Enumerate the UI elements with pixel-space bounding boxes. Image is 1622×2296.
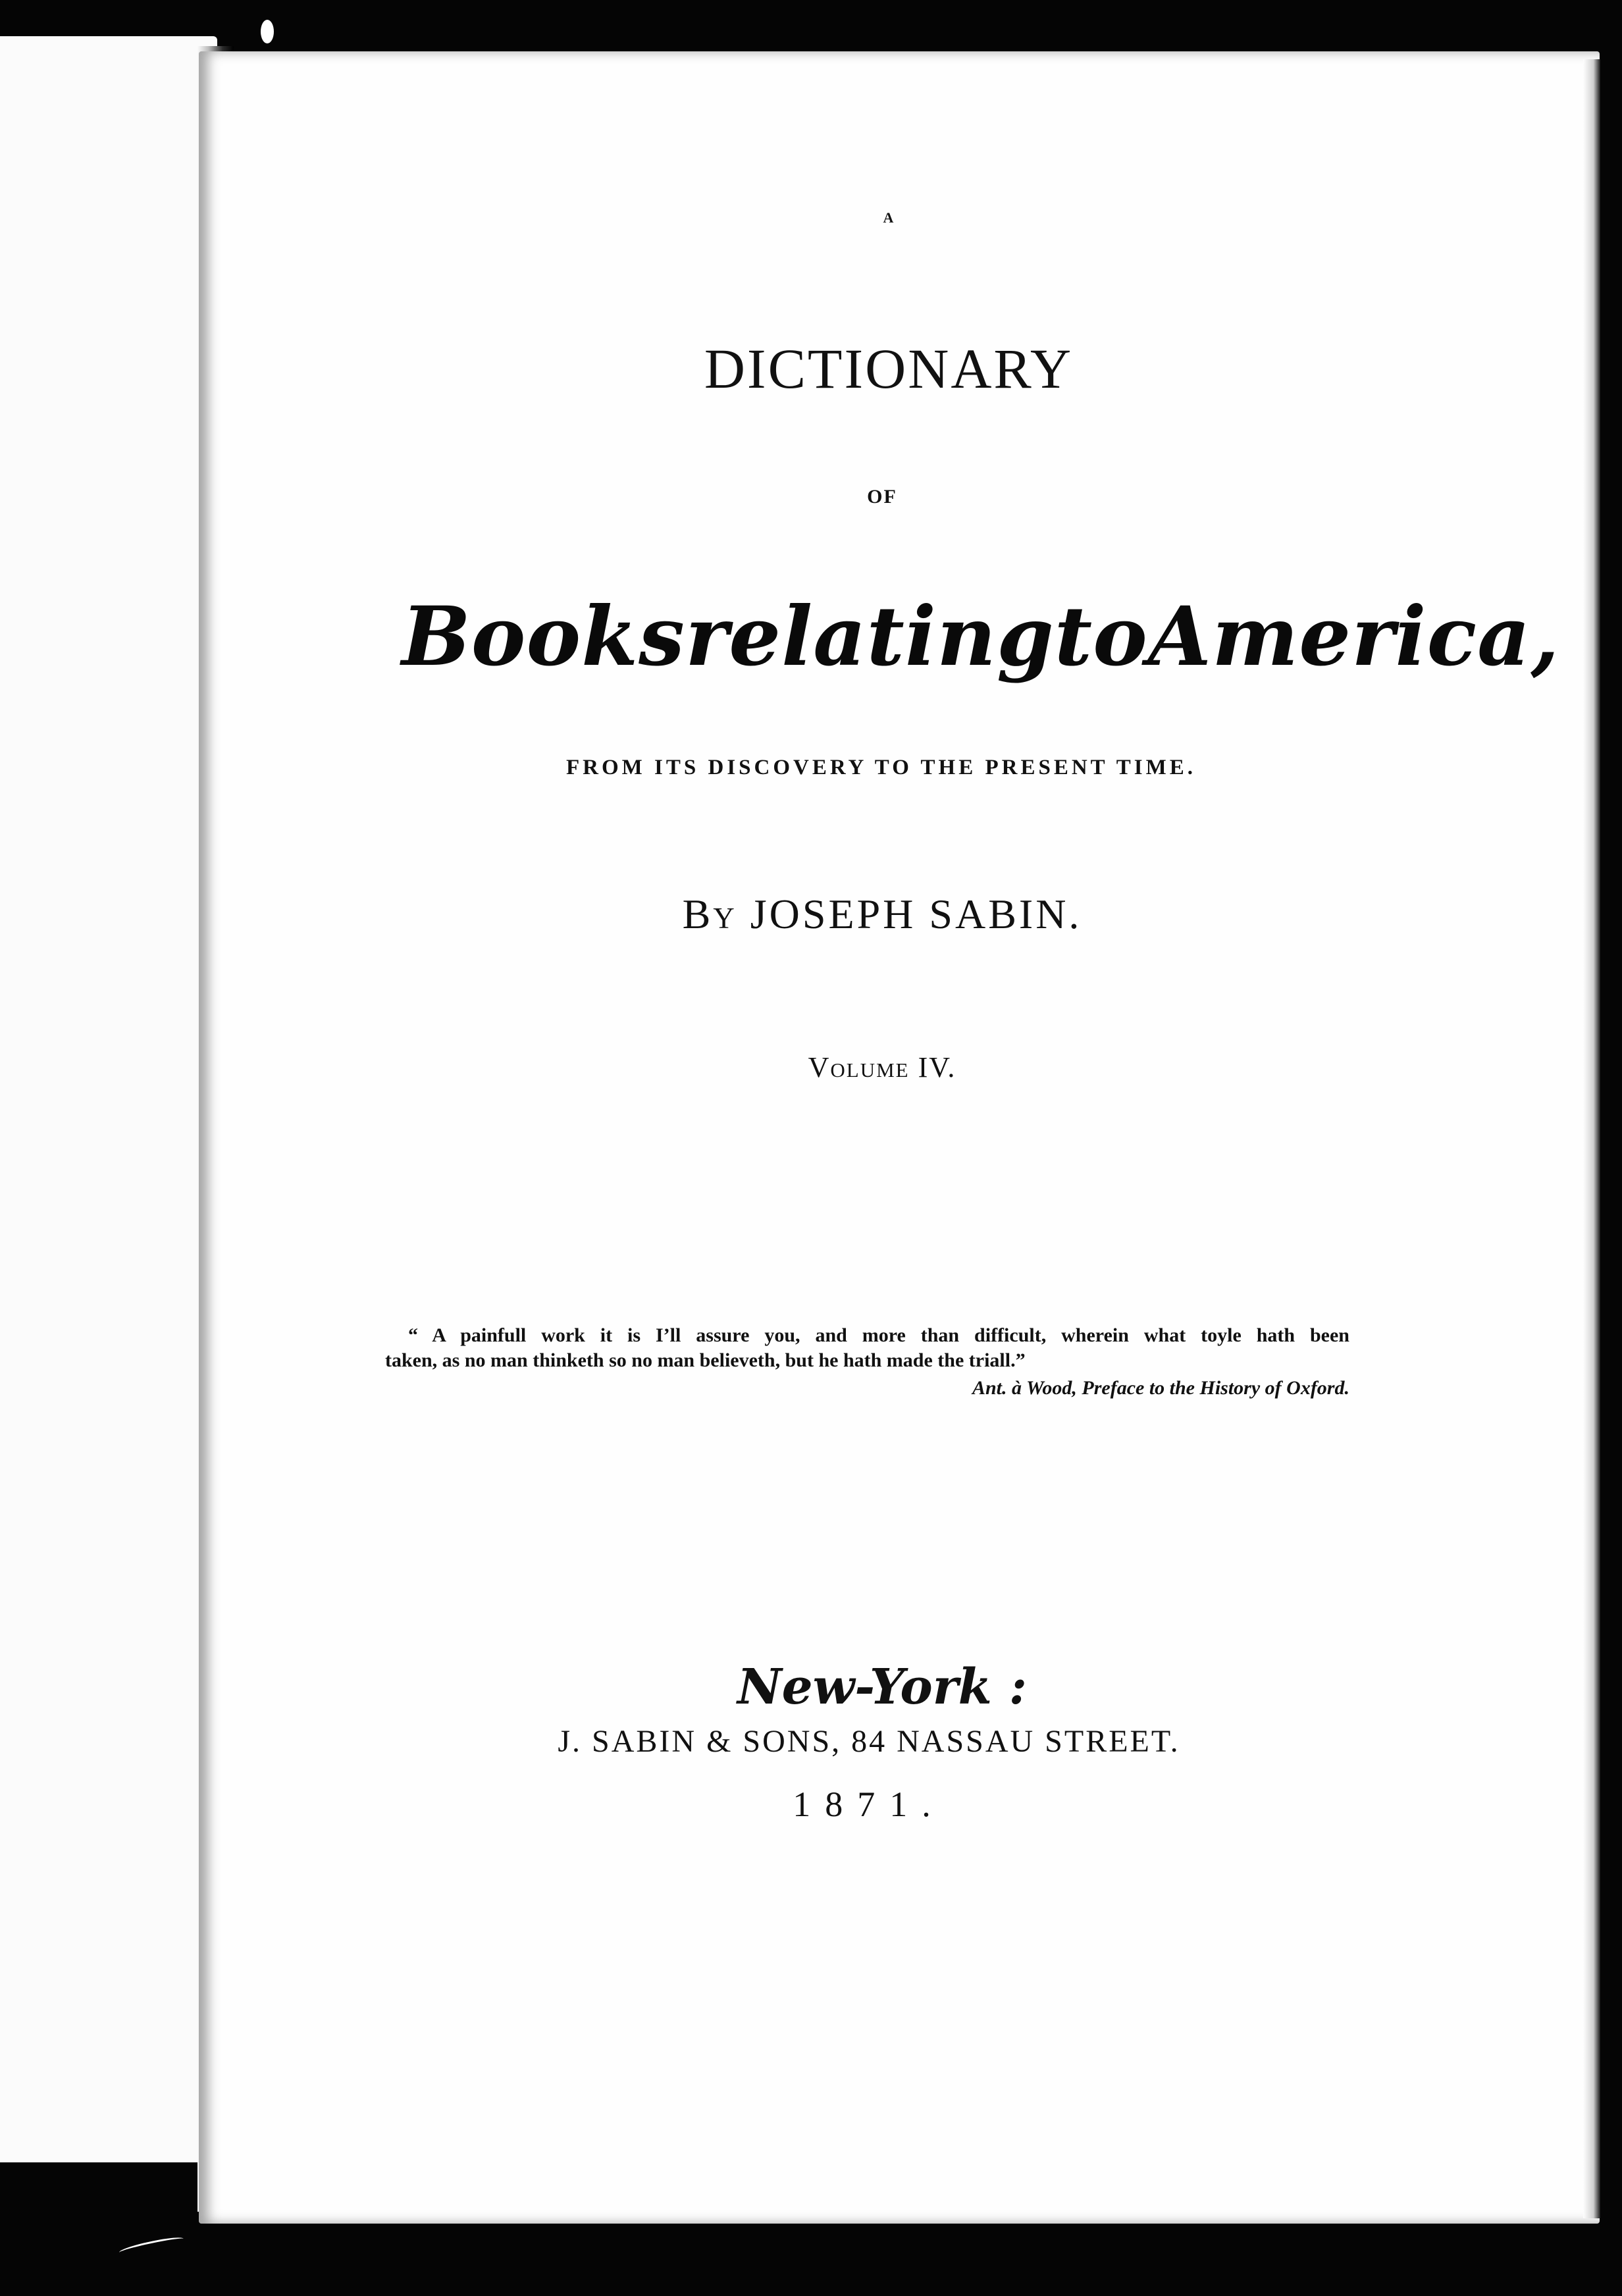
imprint-publisher: J. SABIN & SONS, 84 NASSAU STREET. (558, 1724, 1180, 1759)
title-connector: OF (867, 486, 897, 508)
author-prefix: By (682, 891, 737, 937)
epigraph-line: taken, as no man thinketh so no man believeth, but he hath made the triall.” (385, 1349, 1026, 1371)
volume-line (783, 1051, 981, 1084)
title-word: to (1054, 589, 1148, 685)
epigraph (385, 1323, 1349, 1373)
title-article: A (883, 209, 895, 226)
imprint-city: New-York : (737, 1659, 1028, 1715)
scan-artifact (261, 20, 274, 43)
volume-number: IV. (918, 1051, 956, 1083)
facing-page-edge (0, 36, 217, 2162)
blackletter-title (402, 573, 1560, 685)
title-main: DICTIONARY (704, 337, 1074, 400)
epigraph-attribution: Ant. à Wood, Preface to the History of Oxford. (972, 1377, 1349, 1399)
epigraph-line: “ A painfull work it is I’ll assure you, and more than difficult, wherein what toyle hath been (408, 1324, 1349, 1346)
author-line (652, 890, 1112, 939)
title-word: Books (402, 589, 685, 685)
subtitle: FROM ITS DISCOVERY TO THE PRESENT TIME. (566, 756, 1197, 779)
imprint-year: 1871. (793, 1785, 945, 1824)
volume-label: Volume (808, 1051, 910, 1083)
title-word: America, (1147, 589, 1560, 685)
author-name: JOSEPH SABIN. (750, 891, 1082, 937)
title-word: relating (685, 589, 1055, 685)
page-right-edge (1583, 59, 1600, 2218)
